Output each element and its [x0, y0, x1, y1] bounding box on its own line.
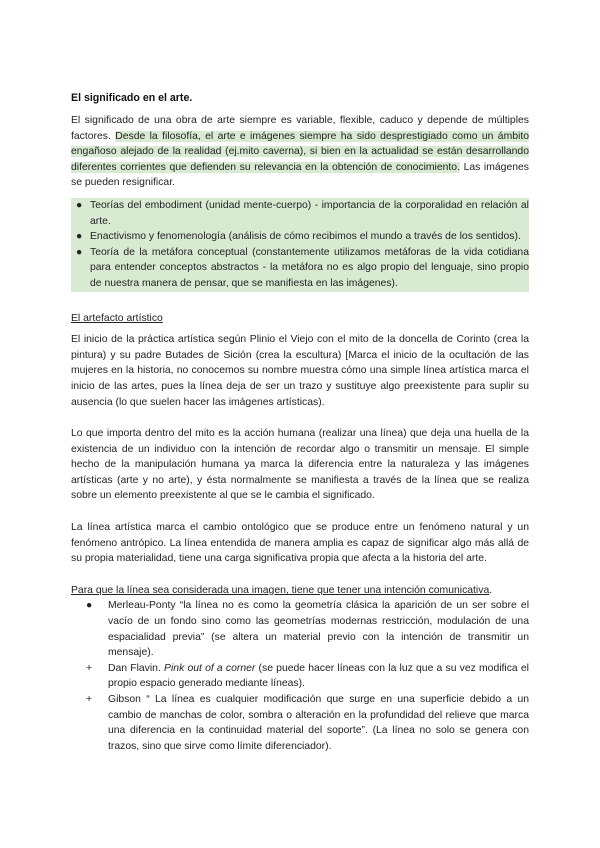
body-paragraph: El inicio de la práctica artística según Plinio el Viejo con el mito de la doncella de Corinto (crea la pintura) y su padre Butades de Sición (crea la escultura) [Marca el inicio de la ocultación de las mujeres en la historia, no conocemos su nombre muestra cómo una simple línea artística marca el inicio de las artes, pues la línea deja de ser un trazo y sustituye algo preexistente para suplir su ausencia (lo que suelen hacer las imágenes artísticas).: [71, 334, 529, 408]
bullet-icon: ●: [86, 600, 93, 612]
body-paragraph: Lo que importa dentro del mito es la acción humana (realizar una línea) que deja una huella de la existencia de un individuo con la intención de recordar algo o transmitir un mensaje. El simple hecho de la manipulación humana ya marca la diferencia entre la naturaleza y las imágenes artísticas (arte y no arte), y ésta normalmente se manifiesta a través de la línea que se realiza sobre un elemento preexistente al que se le cambia el significado.: [71, 428, 529, 502]
intro-highlight: Desde la filosofía, el arte e imágenes siempre ha sido desprestigiado como un ámbito engañoso alejado de la realidad (ej.mito caverna), si bien en la actualidad se están desarrollando diferentes corrientes que defienden su relevancia en la obtención de conocimiento.: [71, 130, 529, 173]
list-item-text: Merleau-Ponty “la línea no es como la geometría clásica la aparición de un ser sobre el vacío de un fondo sino como las geometrías modernas restricción, modulación de una espacialidad previa” (se altera un material previo con la intención de transmitir un mensaje).: [108, 600, 529, 659]
artwork-title: Pink out of a corner: [164, 662, 256, 674]
list-item-text: Teoría de la metáfora conceptual (constantemente utilizamos metáforas de la vida cotidiana para entender conceptos abstractos - la metáfora no es algo propio del lenguaje, sino propio de nuestra manera de pensar, que se manifiesta en las imágenes).: [90, 246, 529, 289]
intro-paragraph: [71, 113, 529, 191]
intro-text: El significado de una obra de arte siempre es variable, flexible, caduco y depende de múltiples factores.: [71, 115, 529, 142]
page-content: [71, 91, 529, 754]
authors-list: [71, 598, 529, 754]
intent-heading: [71, 583, 529, 599]
list-item: [71, 245, 529, 292]
section-title: El artefacto artístico: [71, 312, 163, 324]
list-item: [71, 198, 529, 229]
body-paragraph: La línea artística marca el cambio ontológico que se produce entre un fenómeno natural y un fenómeno antrópico. La línea entendida de manera amplia es capaz de significar algo más allá de su propia materialidad, tiene una carga significativa propia que afecta a la historia del arte.: [71, 522, 529, 565]
list-item: [86, 598, 529, 660]
bullet-icon: ●: [76, 246, 83, 258]
bullet-icon: ●: [76, 231, 83, 243]
intro-tail: Las imágenes se pueden resignificar.: [71, 161, 529, 189]
list-item-text: Gibson “ La línea es cualquier modificación que surge en una superficie debido a un cambio de manchas de color, sombra o alteración en la profundidad del relieve que marca una diferencia en la continuidad material del soporte”. (La línea no solo se genera con trazos, sino que sirve como límite diferenciador).: [108, 694, 529, 752]
list-item-text: (se puede hacer líneas con la luz que a su vez modifica el propio espacio generado mediante líneas).: [108, 662, 529, 690]
intent-heading-text: Para que la línea sea considerada una imagen, tiene que tener una intención comunicativa: [71, 584, 490, 596]
list-item-text: Enactivismo y fenomenología (análisis de cómo recibimos el mundo a través de los sentidos).: [90, 231, 521, 243]
document-title: El significado en el arte.: [71, 92, 193, 104]
list-item: [71, 229, 529, 245]
list-item-text: Teorías del embodiment (unidad mente-cuerpo) - importancia de la corporalidad en relación al arte.: [90, 199, 529, 227]
plus-icon: +: [86, 662, 93, 674]
list-item: [86, 661, 529, 692]
bullet-icon: ●: [76, 199, 83, 211]
author-name: Dan Flavin.: [108, 662, 165, 674]
list-item: [86, 692, 529, 754]
theories-list: [71, 198, 529, 292]
intent-heading-end: .: [489, 584, 493, 596]
plus-icon: +: [86, 694, 93, 705]
